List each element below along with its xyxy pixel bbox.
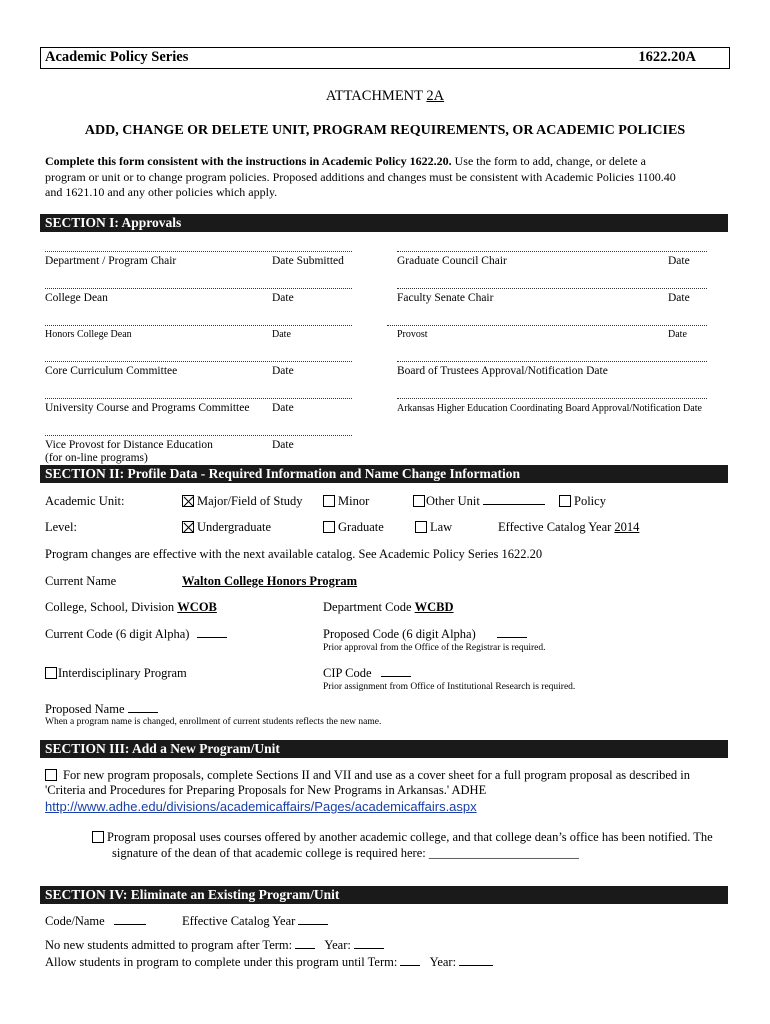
label-graduate-council: Graduate Council Chair [397,255,507,267]
allow-students-field[interactable]: Allow students in program to complete under this program until Term: Year: [45,955,493,970]
college-value: WCOB [177,600,217,614]
label-honors-dean-date: Date [272,329,291,340]
proposed-name-note: When a program name is changed, enrollment of current students reflects the new name. [45,717,382,727]
new-program-line-2: 'Criteria and Procedures for Preparing Proposals for New Programs in Arkansas.' ADHE [45,783,487,797]
current-code-blank[interactable] [197,637,227,638]
checkbox-new-program[interactable] [45,769,57,781]
no-new-students-field[interactable]: No new students admitted to program after Term: Year: [45,938,384,953]
intro-line-1 [45,154,646,169]
option-undergraduate[interactable]: Undergraduate [182,520,271,535]
program-changes-note: Program changes are effective with the next available catalog. See Academic Policy Series 1622.20 [45,547,543,561]
checkbox-other-college[interactable] [92,831,104,843]
label-college-dean-date: Date [272,292,294,304]
option-major[interactable]: Major/Field of Study [182,494,303,509]
option-law[interactable]: Law [415,520,452,535]
sig-line-core-curriculum[interactable] [45,361,352,362]
cip-code-field[interactable]: CIP Code [323,666,411,681]
sig-line-college-dean[interactable] [45,288,352,289]
option-policy[interactable]: Policy [559,494,606,509]
adhe-link[interactable]: http://www.adhe.edu/divisions/academicaffairs/Pages/academicaffairs.aspx [45,799,477,814]
label-college-dean: College Dean [45,292,108,304]
label-vice-provost-date: Date [272,439,294,451]
label-faculty-senate: Faculty Senate Chair [397,292,494,304]
checkbox-undergraduate-checked[interactable] [182,521,194,533]
label-dept-chair: Department / Program Chair [45,255,177,267]
label-core-curriculum-date: Date [272,365,294,377]
other-college-option[interactable]: Program proposal uses courses offered by another academic college, and that college dean’s office has been notified. The [92,830,713,845]
intro-line-3: and 1621.10 and any other policies which apply. [45,185,278,199]
label-provost-date: Date [668,329,687,340]
checkbox-minor[interactable] [323,495,335,507]
checkbox-policy[interactable] [559,495,571,507]
code-name-field[interactable]: Code/Name [45,914,146,929]
label-graduate-council-date: Date [668,255,690,267]
college-field[interactable]: College, School, Division WCOB [45,600,217,614]
label-ucpc-date: Date [272,402,294,414]
label-vice-provost: Vice Provost for Distance Education [45,439,213,451]
effective-catalog-year-value: 2014 [614,520,640,534]
no-new-students-year-blank[interactable] [354,948,384,949]
label-vice-provost-note: (for on-line programs) [45,452,148,464]
sig-line-provost[interactable] [387,325,707,326]
proposed-name-field[interactable]: Proposed Name [45,702,158,717]
section-3-header: SECTION III: Add a New Program/Unit [40,740,728,758]
section-4-header: SECTION IV: Eliminate an Existing Program/Unit [40,886,728,904]
sig-line-ucpc[interactable] [45,398,352,399]
policy-series-label: Academic Policy Series [45,49,189,65]
cip-code-blank[interactable] [381,676,411,677]
current-name-label: Current Name [45,574,117,588]
sig-line-honors-dean[interactable] [45,325,352,326]
checkbox-law[interactable] [415,521,427,533]
option-other-unit[interactable]: Other Unit [413,494,545,509]
label-ucpc: University Course and Programs Committee [45,402,250,414]
academic-unit-label: Academic Unit: [45,494,125,508]
new-program-option[interactable]: For new program proposals, complete Sections II and VII and use as a cover sheet for a full program proposal as described in [45,768,690,783]
form-title: ADD, CHANGE OR DELETE UNIT, PROGRAM REQUIREMENTS, OR ACADEMIC POLICIES [84,123,686,138]
dept-code-field[interactable]: Department Code WCBD [323,600,454,614]
proposed-code-field[interactable]: Proposed Code (6 digit Alpha) [323,627,527,642]
proposed-name-blank[interactable] [128,712,158,713]
checkbox-graduate[interactable] [323,521,335,533]
attachment-heading [40,88,730,105]
intro-line-2: program or unit or to change program policies. Proposed additions and changes must be consistent with Academic Policies 1100.40 [45,170,676,184]
checkbox-other-unit[interactable] [413,495,425,507]
current-name-value[interactable]: Walton College Honors Program [182,574,358,588]
cip-code-note: Prior assignment from Office of Institutional Research is required. [323,682,576,692]
label-faculty-senate-date: Date [668,292,690,304]
policy-number: 1622.20A [638,49,696,65]
allow-students-year-blank[interactable] [459,965,493,966]
checkbox-interdisciplinary[interactable] [45,667,57,679]
section-2-header: SECTION II: Profile Data - Required Information and Name Change Information [40,465,728,483]
other-college-signature-line[interactable]: signature of the dean of that academic college is required here: ________________________ [112,846,579,860]
label-dept-chair-date: Date Submitted [272,255,344,267]
label-provost: Provost [397,329,428,340]
sig-line-ahecb[interactable] [397,398,707,399]
sig-line-board-trustees[interactable] [397,361,707,362]
allow-students-term-blank[interactable] [400,965,420,966]
sig-line-graduate-council[interactable] [397,251,707,252]
dept-code-value: WCBD [414,600,454,614]
effective-catalog-year-field[interactable]: Effective Catalog Year 2014 [498,520,640,534]
code-name-blank[interactable] [114,924,146,925]
header-box [40,47,730,69]
option-graduate[interactable]: Graduate [323,520,384,535]
sig-line-vice-provost[interactable] [45,435,352,436]
other-unit-blank[interactable] [483,504,545,505]
intro-bold: Complete this form consistent with the instructions in Academic Policy 1622.20. [45,154,452,168]
sig-line-faculty-senate[interactable] [397,288,707,289]
s4-effective-catalog-blank[interactable] [298,924,328,925]
section-1-header: SECTION I: Approvals [40,214,728,232]
sig-line-dept-chair[interactable] [45,251,352,252]
option-interdisciplinary[interactable]: Interdisciplinary Program [45,666,187,681]
s4-effective-catalog-field[interactable]: Effective Catalog Year [182,914,328,929]
current-code-field[interactable]: Current Code (6 digit Alpha) [45,627,227,642]
label-board-trustees: Board of Trustees Approval/Notification Date [397,365,608,377]
intro-line1-rest: Use the form to add, change, or delete a [451,154,646,168]
attachment-prefix: ATTACHMENT [325,88,427,104]
attachment-code: 2A [426,88,445,104]
proposed-code-note: Prior approval from the Office of the Registrar is required. [323,643,546,653]
proposed-code-blank[interactable] [497,637,527,638]
option-minor[interactable]: Minor [323,494,369,509]
label-honors-dean: Honors College Dean [45,329,132,340]
label-core-curriculum: Core Curriculum Committee [45,365,178,377]
level-label: Level: [45,520,77,534]
no-new-students-term-blank[interactable] [295,948,315,949]
label-ahecb: Arkansas Higher Education Coordinating Board Approval/Notification Date [397,403,702,414]
checkbox-major-checked[interactable] [182,495,194,507]
